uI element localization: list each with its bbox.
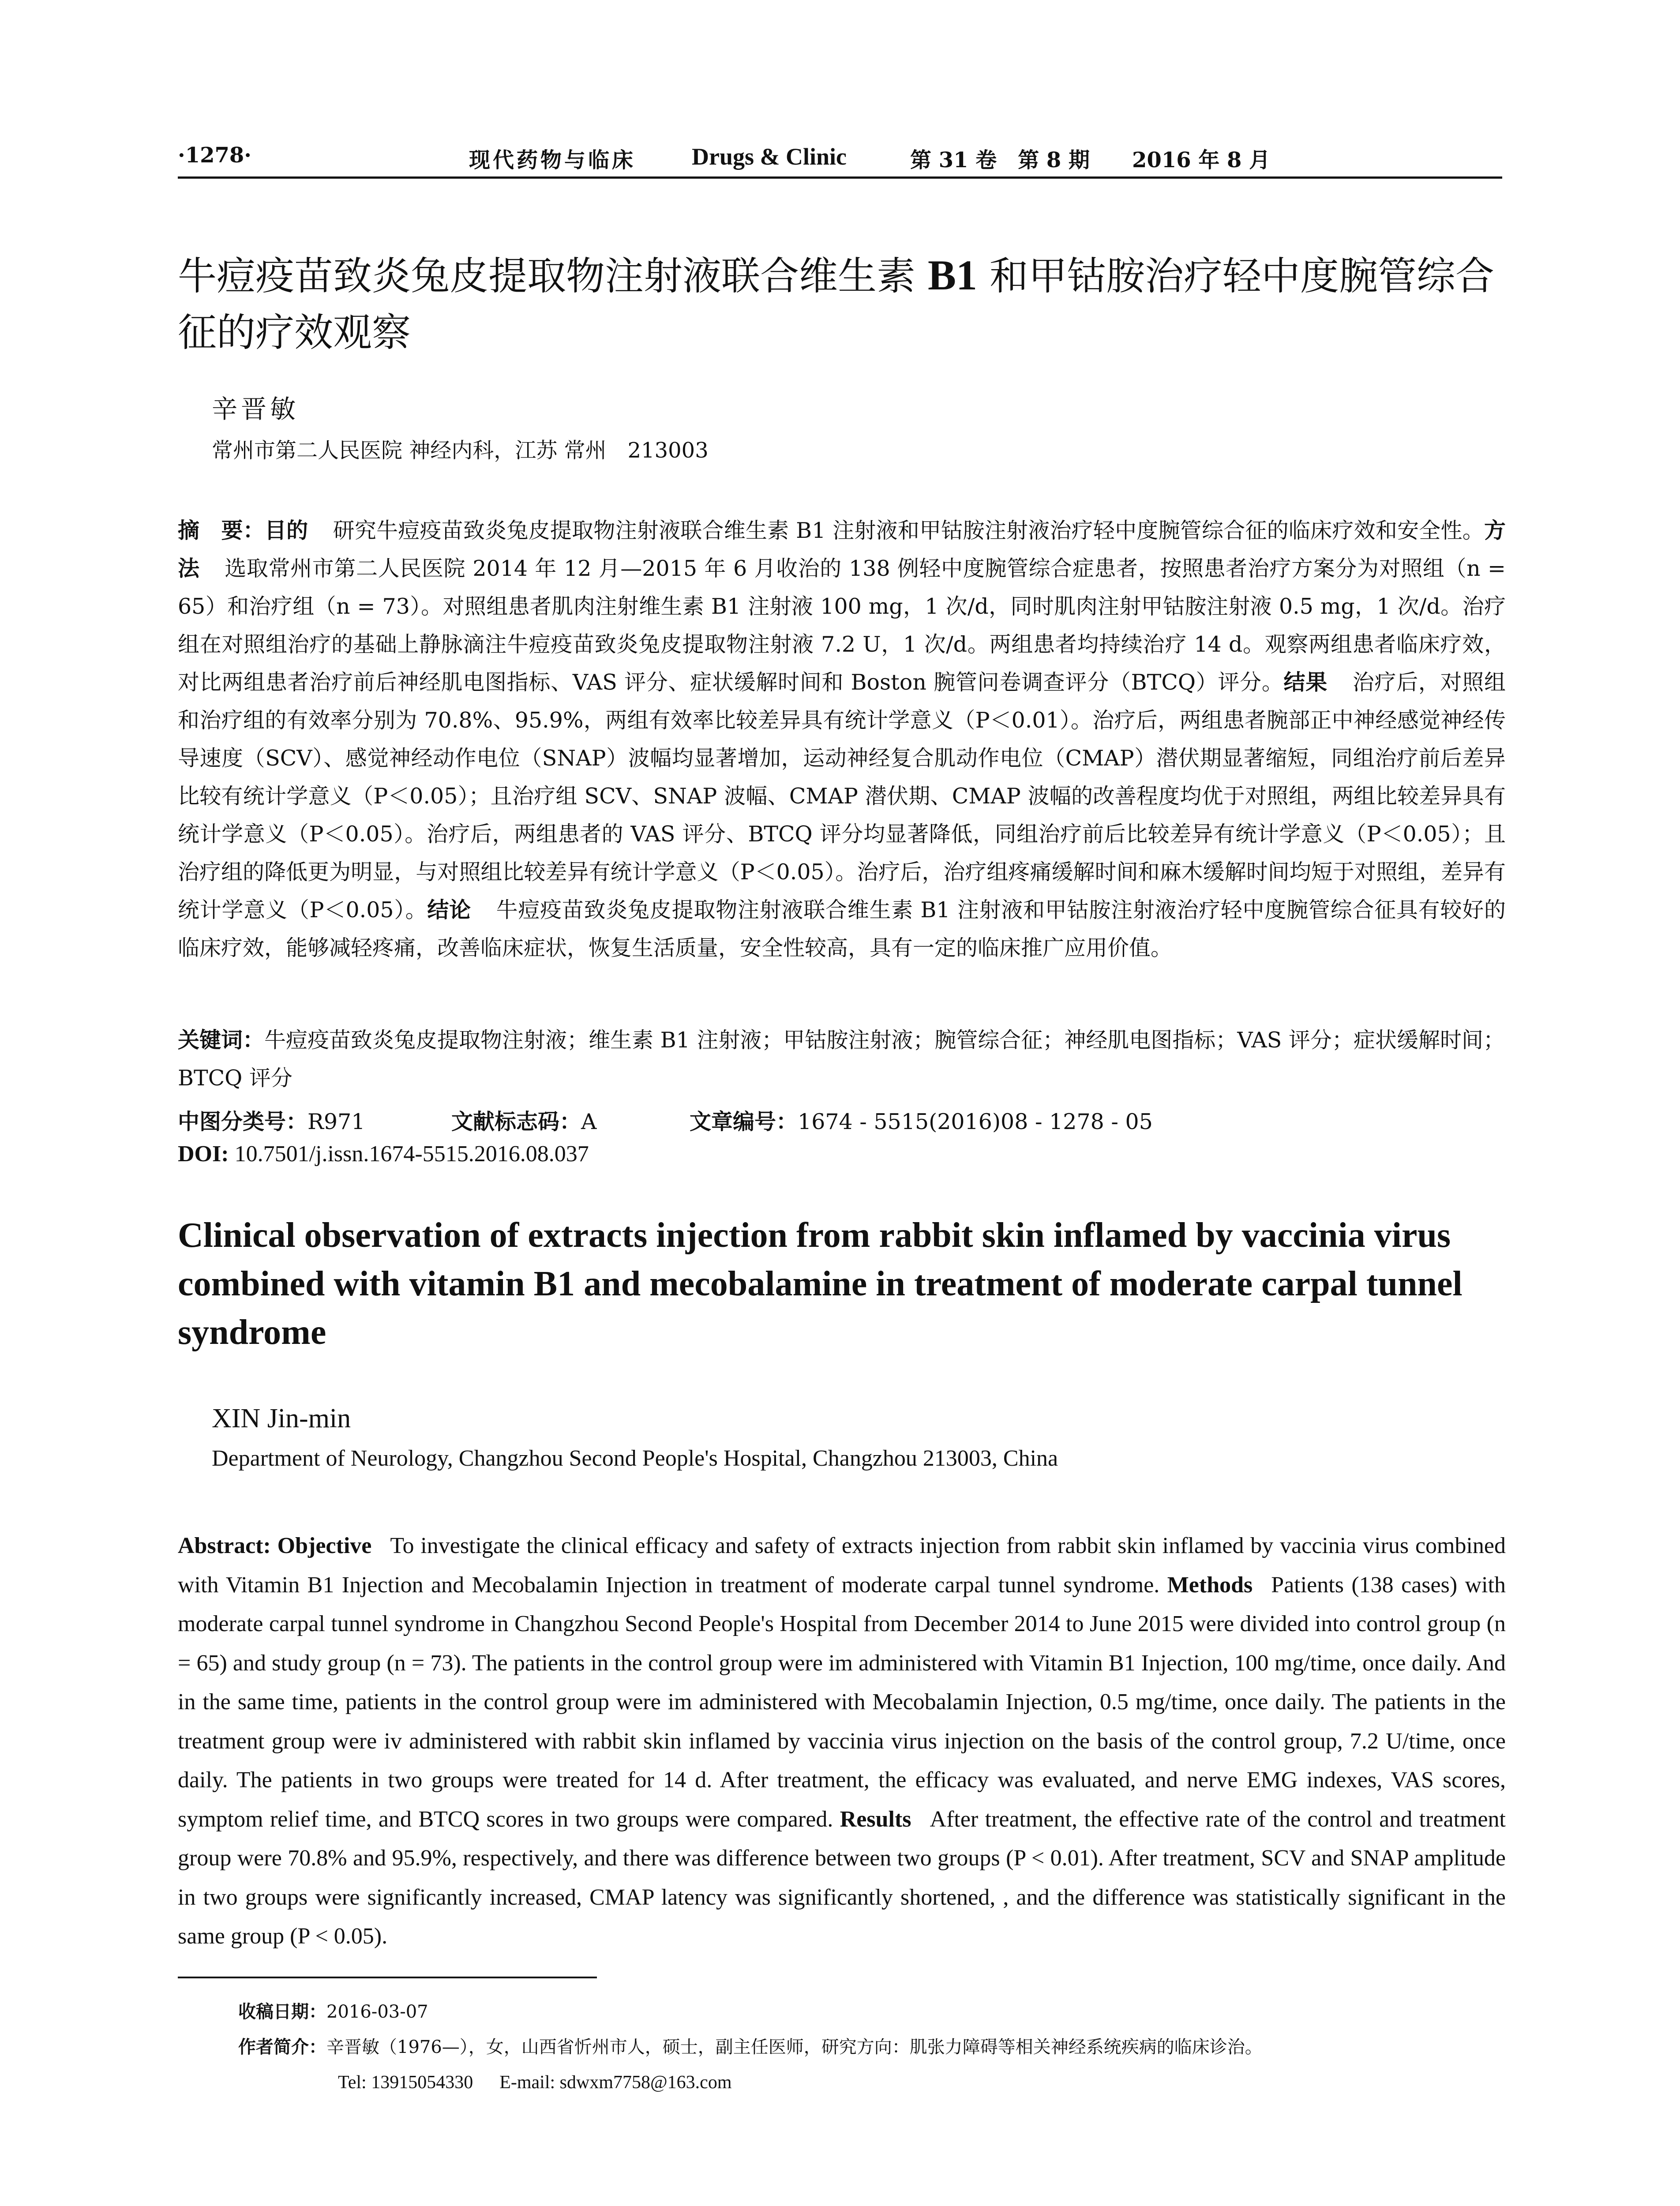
bio-label: 作者简介： (238, 2037, 326, 2057)
article-no-value: 1674 - 5515(2016)08 - 1278 - 05 (798, 1109, 1153, 1134)
journal-name-cn: 现代药物与临床 (469, 148, 636, 173)
abstract-cn-label: 摘 要： (178, 518, 265, 543)
results-en-text: After treatment, the effective rate of the control and treatment group were 70.8% and 95.9%, respectively, and there was difference between two groups (P < 0.01). After treatment, SCV and SNAP amplitude in two groups were significantly increased, CMAP latency was significantly shortened, , and the difference was statistically significant in the same group (P < 0.05). (178, 1806, 1506, 1949)
objective-cn-label: 目的 (264, 518, 308, 543)
conclusion-cn-text: 牛痘疫苗致炎兔皮提取物注射液联合维生素 B1 注射液和甲钴胺注射液治疗轻中度腕管综合征具有较好的临床疗效，能够减轻疼痛，改善临床症状，恢复生活质量，安全性较高，具有一定的临床推广应用价值。 (178, 897, 1506, 960)
title-cn-part1: 牛痘疫苗致炎兔皮提取物注射液联合维生素 (178, 253, 928, 299)
objective-cn-text: 研究牛痘疫苗致炎兔皮提取物注射液联合维生素 B1 注射液和甲钴胺注射液治疗轻中度腕管综合征的临床疗效和安全性。 (333, 518, 1484, 543)
article-title-cn (178, 247, 1510, 361)
keywords-label: 关键词： (178, 1028, 265, 1053)
results-cn-text: 治疗后，对照组和治疗组的有效率分别为 70.8%、95.9%，两组有效率比较差异具有统计学意义（P＜0.01）。治疗后，两组患者腕部正中神经感觉神经传导速度（SCV）、感觉神经动作电位（SNAP）波幅均显著增加，运动神经复合肌动作电位（CMAP）潜伏期显著缩短，同组治疗前后差异比较有统计学意义（P＜0.05）；且治疗组 SCV、SNAP 波幅、CMAP 潜伏期、CMAP 波幅的改善程度均优于对照组，两组比较差异具有统计学意义（P＜0.05）。治疗后，两组患者的 VAS 评分、BTCQ 评分均显著降低，同组治疗前后比较差异有统计学意义（P＜0.05）；且治疗组的降低更为明显，与对照组比较差异有统计学意义（P＜0.05）。治疗后，治疗组疼痛缓解时间和麻木缓解时间均短于对照组，差异有统计学意义（P＜0.05）。 (178, 670, 1506, 923)
author-bio (238, 2030, 1474, 2065)
keywords-cn (178, 1021, 1506, 1097)
methods-cn-text: 选取常州市第二人民医院 2014 年 12 月—2015 年 6 月收治的 138 例轻中度腕管综合症患者，按照患者治疗方案分为对照组（n = 65）和治疗组（n = 73）。对照组患者肌肉注射维生素 B1 注射液 100 mg，1 次/d，同时肌肉注射甲钴胺注射液 0.5 mg，1 次/d。治疗组在对照组治疗的基础上静脉滴注牛痘疫苗致炎兔皮提取物注射液 7.2 U，1 次/d。两组患者均持续治疗 14 d。观察两组患者临床疗效，对比两组患者治疗前后神经肌电图指标、VAS 评分、症状缓解时间和 Boston 腕管问卷调查评分（BTCQ）评分。 (178, 556, 1506, 695)
received-label: 收稿日期： (238, 2002, 326, 2022)
doc-code-label: 文献标志码： (451, 1109, 581, 1134)
doi-line (178, 1141, 589, 1167)
results-en-label: Results (840, 1806, 911, 1832)
doi-value: 10.7501/j.issn.1674-5515.2016.08.037 (229, 1141, 589, 1167)
article-no-label: 文章编号： (690, 1109, 798, 1134)
abstract-en (178, 1527, 1506, 1956)
objective-en-text: To investigate the clinical efficacy and safety of extracts injection from rabbit skin inflamed by vaccinia virus combined with Vitamin B1 Injection and Mecobalamin Injection in treatment of moderate carpal tunnel syndrome. (178, 1533, 1506, 1598)
abstract-cn (178, 512, 1506, 967)
author-cn: 辛晋敏 (212, 394, 300, 424)
author-email: E-mail: sdwxm7758@163.com (499, 2072, 732, 2093)
methods-cn-label: 方法 (178, 518, 1506, 581)
page-number: ·1278· (178, 143, 252, 168)
conclusion-cn-label: 结论 (427, 897, 471, 923)
class-label: 中图分类号： (178, 1109, 308, 1134)
author-en: XIN Jin-min (212, 1403, 351, 1433)
classification-line (178, 1103, 1506, 1141)
doc-code-value: A (581, 1109, 597, 1134)
keywords-text: 牛痘疫苗致炎兔皮提取物注射液；维生素 B1 注射液；甲钴胺注射液；腕管综合征；神经肌电图指标；VAS 评分；症状缓解时间；BTCQ 评分 (178, 1028, 1505, 1091)
journal-name-en: Drugs & Clinic (692, 143, 847, 170)
volume-issue: 第 31 卷 第 8 期 2016 年 8 月 (910, 148, 1271, 173)
bio-value: 辛晋敏（1976—），女，山西省忻州市人，硕士，副主任医师，研究方向：肌张力障碍等相关神经系统疾病的临床诊治。 (326, 2037, 1263, 2057)
methods-en-label: Methods (1167, 1572, 1253, 1598)
methods-en-text: Patients (138 cases) with moderate carpal tunnel syndrome in Changzhou Second People's Hospital from December 2014 to June 2015 were divided into control group (n = 65) and study group (n = 73). The patients in the control group were im administered with Vitamin B1 Injection, 100 mg/time, once daily. And in the same time, patients in the control group were im administered with Mecobalamin Injection, 0.5 mg/time, once daily. The patients in the treatment group were iv administered with rabbit skin inflamed by vaccinia virus injection on the basis of the control group, 7.2 U/time, once daily. The patients in two groups were treated for 14 d. After treatment, the efficacy was evaluated, and nerve EMG indexes, VAS scores, symptom relief time, and BTCQ scores in two groups were compared. (178, 1572, 1506, 1832)
footnote-divider (178, 1977, 597, 1978)
header-divider (178, 176, 1502, 179)
results-cn-label: 结果 (1283, 670, 1328, 695)
affiliation-en: Department of Neurology, Changzhou Second People's Hospital, Changzhou 213003, China (212, 1446, 1058, 1471)
received-value: 2016-03-07 (326, 2002, 428, 2022)
affiliation-cn: 常州市第二人民医院 神经内科，江苏 常州 213003 (212, 438, 709, 463)
article-title-en: Clinical observation of extracts injection from rabbit skin inflamed by vaccinia virus combined with vitamin B1 and mecobalamine in treatment of moderate carpal tunnel syndrome (178, 1216, 1462, 1352)
footnote (238, 1994, 1474, 2100)
class-value: R971 (308, 1109, 365, 1134)
running-header (178, 138, 1501, 177)
objective-en-label: Objective (277, 1533, 372, 1558)
abstract-en-label: Abstract: (178, 1533, 271, 1558)
title-cn-part2: 和甲钴胺治疗轻中度腕管综合征的疗效观察 (178, 253, 1494, 355)
title-cn-b1: B1 (927, 251, 978, 299)
author-contact (238, 2065, 1474, 2100)
received-date (238, 1994, 1474, 2030)
doi-label: DOI: (178, 1141, 229, 1167)
author-tel: Tel: 13915054330 (338, 2072, 473, 2093)
